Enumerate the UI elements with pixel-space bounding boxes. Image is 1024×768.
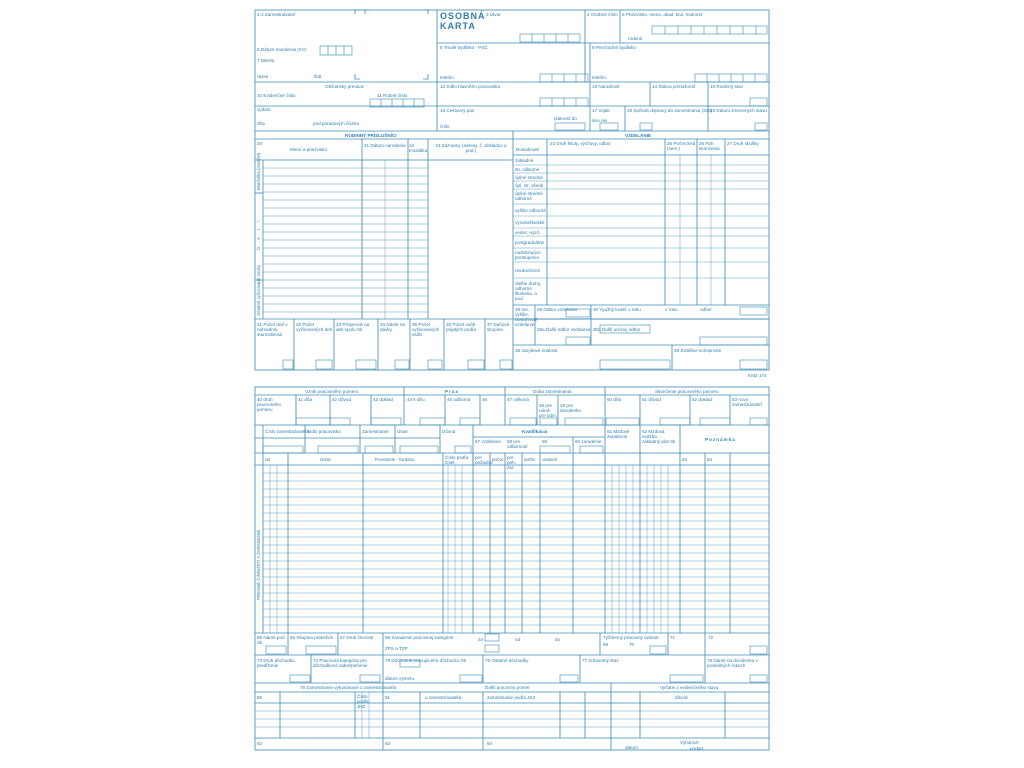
birth-number-label: 11 Rodné číslo <box>377 93 408 98</box>
edu-row-other: ďalšie druhy, odborné školenia, a pod. <box>515 281 541 301</box>
edu-row-secondary-vocational: úplné stredné odborné <box>515 191 543 201</box>
employment-start-header: Vznik pracovného pomeru <box>305 389 359 394</box>
form-code: KMZ 174 <box>748 373 767 378</box>
dependents-side-label: Ostatné vyživované osoby <box>256 264 261 316</box>
footer-decision-date: dátum výmeru <box>385 676 415 681</box>
card-title-line2: KARTA <box>440 21 476 31</box>
footer-81: 81 <box>385 695 391 700</box>
table-col-required: pre požadov. <box>475 455 494 465</box>
id-card-label: Občiansky preukaz <box>325 84 365 89</box>
edu-row-vocational: str. odborné <box>515 167 540 172</box>
education-57-label: 57 vzdelanie <box>475 439 501 444</box>
note-header: Poznámka <box>705 437 736 442</box>
higher-education-label: 28 Iné, vyššie, dosiahnuté vzdelanie <box>515 307 538 327</box>
yes-no-label: áno nie <box>592 118 608 123</box>
footer-83: 83 <box>385 741 391 746</box>
table-col-assignment: pre poh. zar. <box>507 455 516 470</box>
edu-row-unfinished: neukončené <box>515 268 541 273</box>
other-assigned-label: 30a Ďalší určený odbor <box>593 327 641 332</box>
residence-label: 8 Trvalé bydlisko - PSČ <box>440 45 488 50</box>
transport-label: 18 Spôsob dopravy do zamestnania (315) <box>627 108 713 113</box>
occupation-label: Zamestnanie <box>362 429 389 434</box>
edu-col-type: 24 Druh školy, výchovy, odbor <box>550 141 611 146</box>
col-persons-accepted: 36 Počet osôb prijatých podľa <box>446 322 476 332</box>
table-col-personal: osobné <box>542 457 558 462</box>
table-col-code: Číslo podľa čísel. <box>445 455 469 465</box>
soldier-label: 17 Vojak <box>592 108 610 113</box>
employment-type-label: 40 druh pracovného pomeru <box>257 397 282 412</box>
footer-employment-at-employer: 79 Zamestnanie vykonávané u zamestnávateľa <box>300 685 397 690</box>
footer-working-pensioner: 75 Dôchodok pracujúceho dôchodcu Sk <box>385 658 467 663</box>
start-reason-label: 42 dôvod <box>332 397 351 402</box>
employer-label: 1-2 Zamestnávateľ <box>257 12 296 17</box>
col-children-care: 31 Počet detí v náhradnej starostlivosti <box>257 322 288 337</box>
table-col-tariff: tarifní <box>524 457 536 462</box>
edu-col-exam: 27 Druh skúšky <box>727 141 759 146</box>
work-side-label: PRESNÉ ČINNOSTI A ZARADENIE <box>256 529 261 600</box>
footer-date: dátum <box>625 745 638 750</box>
employment-end-header: Skončenie pracovného pomeru <box>655 389 719 394</box>
workplace-seat-label: Sídlo pracoviska <box>307 429 341 434</box>
edu-col-classes: 26 Počet tried (sem.) <box>667 141 696 151</box>
edu-row-postgraduate: postgraduálne <box>515 240 545 245</box>
card-title-line1: OSOBNÁ <box>440 11 486 21</box>
footer-at-employer: u zamestnávateľa <box>425 695 462 700</box>
evidence-number-label: 10 Evidenčné číslo <box>257 93 296 98</box>
state-label: štát <box>314 74 322 79</box>
edu-col-achieved: Dosiahnuté <box>516 147 540 152</box>
footer-80: 80 <box>257 695 263 700</box>
footer-jkz-occupation: zamestnanie podľa JKZ <box>487 695 536 700</box>
practice-46-label: 46 <box>482 397 488 402</box>
birth-date-label: 6 Dátum narodenia (rrrr) <box>257 47 307 52</box>
wage-rate-label: 62 Mzdová sadzba - základný plat Sk <box>642 429 676 444</box>
footer-other-pensions: 76 Ostatné dôchodky <box>485 658 529 663</box>
field-label: 29 Odbor vzdelania <box>537 307 577 312</box>
birth-place-label: 7 Miesto <box>257 58 275 63</box>
education-header: VZDELANIE <box>625 133 652 138</box>
workplace-label: 12 Sídlo hlavného pracoviska <box>440 84 501 89</box>
spouse-side-label: Manželka (manžel) <box>256 152 261 190</box>
passport-label: 16 Cestovný pas <box>440 108 475 113</box>
practice-professional-label: 45 odborná <box>447 397 471 402</box>
footer-health-status: 77 Zdravotný stav <box>582 658 619 663</box>
footer-82: 82 <box>257 741 263 746</box>
specialty-label: 58 pre odbornosť <box>507 439 528 449</box>
footer-prepared-by: Vyhotovil <box>680 740 699 745</box>
edu-row-general: úpl. str. všeob. <box>515 183 545 188</box>
col-benefit-claim: 34 Nárok na dávky <box>380 322 406 332</box>
name-label: 5 Priezvisko, meno, akad. titul, hodnosť <box>622 12 703 17</box>
footer-obstacle-group: 66 Skupina prekážok <box>290 635 333 640</box>
col-supported-persons: 35 Počet vyživovaných osôb <box>412 322 440 337</box>
family-col-num: 20 <box>257 141 263 146</box>
languages-label: 38 Jazykové znalosti <box>515 348 558 353</box>
other-field-label: 29a Ďalší odbor vzdelania <box>537 327 591 332</box>
issued-by-label: vydalo <box>257 107 271 112</box>
citizenship-label: 14 Štátna príslušnosť <box>652 84 696 89</box>
record-number-label: pod poradovým číslom <box>313 121 360 126</box>
start-document-label: 43 doklad <box>373 397 393 402</box>
end-day-label: 50 dňa <box>607 397 622 402</box>
table-col-64: 64 <box>707 457 713 462</box>
personal-number-label: 4 Osobné číslo <box>587 12 618 17</box>
start-day-label: 41 dňa <box>298 397 313 402</box>
qualification-header: Kvalifikácia <box>522 429 548 434</box>
family-col-birth: 21 Dátum narodenia <box>364 143 406 148</box>
footer-weekly-hours: Týždenný pracovný úväzok <box>603 635 659 640</box>
issue-day-label: dňa <box>257 121 265 126</box>
unit-label: Útvar <box>397 429 408 434</box>
end-document-label: 52 doklad <box>692 397 712 402</box>
valid-to-label: platnosť do <box>554 116 577 121</box>
children-side-label: D e t i <box>256 217 261 250</box>
status-change-label: 19 Dátum zmenených stavu <box>710 108 767 113</box>
edu-row-scientific: vedec.-vých. <box>515 230 541 235</box>
edu-row-basic: základné <box>515 158 534 163</box>
edu-row-full-secondary: úplné stredné <box>515 175 543 180</box>
table-col-63: 63 <box>682 457 688 462</box>
footer-claim-label: 65 Nárok pod. Sk <box>257 635 286 645</box>
footer-71: 71 <box>670 635 676 640</box>
total-period-label: 47 celková <box>507 397 529 402</box>
table-col-from: od <box>265 457 271 462</box>
temp-residence-label: 9 Prechodné bydlisko <box>592 45 636 50</box>
in-year-label: v roku <box>665 307 678 312</box>
family-col-records: 23 Záznamy (adresy, č. dokladov a pod.) <box>435 143 507 153</box>
footer-work-category: 68 Zaradenie pracovnej kategórie <box>385 635 454 640</box>
footer-70: 70 <box>629 642 635 647</box>
nationality-label: 13 Národnosť <box>592 84 621 89</box>
maiden-name-label: rodené <box>628 36 643 41</box>
col-child-allowance: 33 Príspevok na deti spolu Sk <box>336 322 370 332</box>
end-reason-label: 51 dôvod <box>642 397 661 402</box>
phone-label-2: telefón <box>592 75 606 80</box>
used-qualification-label: 30 Využitý kvalif. v roku <box>593 307 641 312</box>
marital-status-label: 15 Rodinný stav <box>710 84 743 89</box>
bonus-claim-label: 48 pre nárok pre odm. <box>539 403 558 418</box>
footer-69: 69 <box>603 642 609 647</box>
table-col-unit: Útvar <box>320 457 331 462</box>
passport-number-label: číslo <box>440 124 450 129</box>
edu-col-year: 26 Rok skončenia <box>699 141 720 151</box>
reason-label: Dôvod <box>442 429 456 434</box>
family-header: RODINNÝ PRÍSLUŠNÍCI <box>345 133 397 138</box>
employment-period-header: Doba zamestnania <box>533 389 572 394</box>
edu-row-continuing: nadväzujúce prestúpenie <box>515 250 541 260</box>
phone-label-1: telefón <box>440 75 454 80</box>
footer-for: za <box>478 637 483 642</box>
footer-disability: ZPS a ŤZP <box>385 646 408 651</box>
footer-removal-reason: dôvod <box>675 695 688 700</box>
new-employer-label: 53 nový zamestnávateľ <box>732 397 762 407</box>
footer-from-1: od <box>515 637 521 642</box>
footer-to-1: do <box>555 637 561 642</box>
practice-header: Prax <box>445 389 459 394</box>
footer-jkz-code: Číslo podľa JKZ <box>357 694 369 709</box>
footer-72: 72 <box>708 635 714 640</box>
col-tax-group: 37 Daňová skupina <box>487 322 510 332</box>
footer-84: 84 <box>487 741 493 746</box>
vacation-claim-label: 49 pre dovolenku <box>560 403 581 413</box>
wage-class-label: 61 Mzdové zaradenie <box>607 429 630 439</box>
footer-pension-category: 74 Pracovná kategória pre dôchodkové zabezpečenie <box>313 658 368 668</box>
district-label: okres <box>257 74 269 79</box>
classification-label: 60 zaradenie <box>575 439 602 444</box>
special-skills-label: 39 Zvláštne schopnosti <box>674 348 721 353</box>
edu-row-university: vysokoškolské <box>515 220 545 225</box>
footer-vacation-claim: 78 Nárok na dovolenku v posledných rokoch <box>707 658 758 668</box>
table-col-profession: Povolanie - funkcia <box>375 457 414 462</box>
field-59-label: 59 <box>542 439 548 444</box>
edu-row-higher-vocational: vyššie odborné <box>515 208 546 213</box>
footer-activity-type: 67 Druh činnosti <box>340 635 374 640</box>
footer-other-employment: Ďalší pracovný pomer <box>485 685 530 690</box>
family-col-invalidity: 22 Invalidita <box>409 143 428 153</box>
as-of-label: 44 k dňu <box>407 397 425 402</box>
footer-pension-type: 73 Druh dôchodku, predĺženie <box>257 658 296 668</box>
table-col-count: počet <box>492 457 504 462</box>
col-supported-children: 32 Počet vyživovaných detí <box>296 322 333 332</box>
employer-number-label: Číslo zamestnávateľa <box>265 429 310 434</box>
department-label: 3 Útvar <box>486 12 501 17</box>
family-col-name: Meno a priezvisko <box>290 147 328 152</box>
field-short-label: odbor <box>700 307 712 312</box>
footer-removal-from-records: Vyňatie z evidenčného stavu <box>660 685 719 690</box>
footer-signature: podpis <box>690 746 704 751</box>
